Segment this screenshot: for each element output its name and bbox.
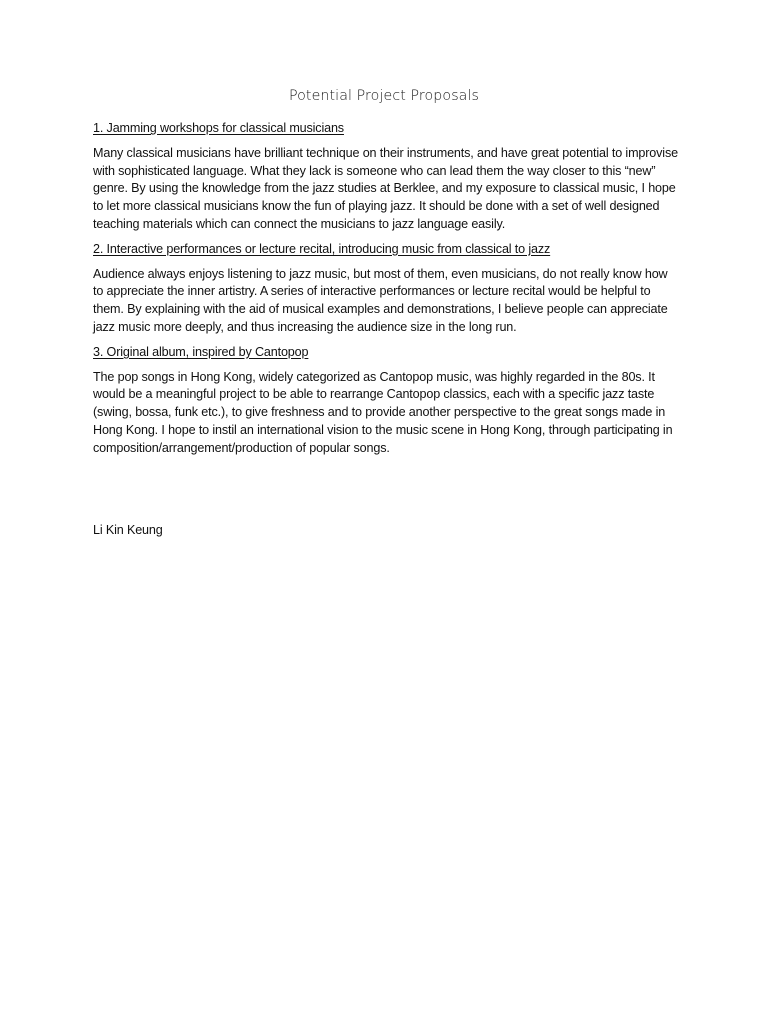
proposal-body-1: Many classical musicians have brilliant technique on their instruments, and have great potential to improvise with sophisticated language. What they lack is someone who can lead them the way closer to this “new” genre. By using the knowledge from the jazz studies at Berklee, and my exposure to classical music, I hope to let more classical musicians know the fun of playing jazz. It should be done with a set of well designed teaching materials which can connect the musicians to jazz language easily. — [93, 145, 678, 231]
proposal-section-3 — [93, 344, 678, 458]
proposal-heading-1: 1. Jamming workshops for classical musicians — [93, 121, 344, 135]
document-content — [93, 120, 678, 465]
proposal-heading-2: 2. Interactive performances or lecture recital, introducing music from classical to jazz — [93, 241, 551, 256]
document-title: Potential Project Proposals — [288, 88, 480, 104]
proposal-heading-3: 3. Original album, inspired by Cantopop — [93, 344, 309, 359]
proposal-section-1 — [93, 120, 678, 234]
proposal-section-2 — [93, 241, 678, 337]
author-signature: Li Kin Keung — [93, 523, 163, 537]
proposal-body-3: The pop songs in Hong Kong, widely categorized as Cantopop music, was highly regarded in the 80s. It would be a meaningful project to be able to rearrange Cantopop classics, each with a specific jazz taste (swing, bossa, funk etc.), to give freshness and to provide another perspective to the great songs made in Hong Kong. I hope to instil an international vision to the music scene in Hong Kong, through participating in composition/arrangement/production of popular songs. — [93, 369, 673, 455]
proposal-body-2: Audience always enjoys listening to jazz music, but most of them, even musicians, do not really know how to appreciate the inner artistry. A series of interactive performances or lecture recital would be helpful to them. By explaining with the aid of musical examples and demonstrations, I believe people can appreciate jazz music more deeply, and thus increasing the audience size in the long run. — [93, 266, 668, 334]
